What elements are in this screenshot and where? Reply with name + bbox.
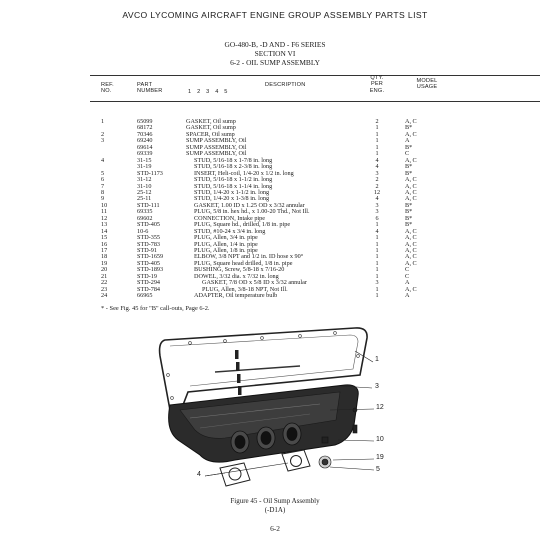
part-number: STD-111 [137, 201, 160, 209]
part-number: STD-1893 [137, 266, 164, 274]
part-number: STD-294 [137, 279, 161, 287]
quantity: 3 [375, 279, 379, 287]
description: PLUG, Allen, 1/8 in. pipe [194, 247, 258, 254]
ref-no: 15 [101, 234, 108, 242]
description: INSERT, Heli-coil, 1/4-20 x 1/2 in. long [194, 169, 294, 177]
ref-no: 7 [101, 182, 105, 190]
model-usage: A, C [405, 118, 417, 125]
quantity: 1 [375, 221, 379, 229]
callout-19: 19 [376, 454, 384, 461]
ref-no: 21 [101, 272, 108, 280]
description: ELBOW, 3/8 NPT and 1/2 in. ID hose x 90° [194, 253, 304, 261]
ref-no: 2 [101, 130, 105, 138]
ref-no: 19 [101, 259, 108, 267]
part-number: STD-355 [137, 234, 161, 242]
model-usage: A [405, 137, 410, 145]
part-number: 25-12 [137, 188, 152, 196]
description: PLUG, Square hd., drilled, 1/8 in. pipe [194, 221, 291, 229]
part-number: 31-19 [137, 163, 152, 171]
callout-3: 3 [375, 383, 379, 390]
part-number: STD-783 [137, 240, 161, 248]
model-usage: A, C [405, 285, 417, 293]
part-number: 70346 [137, 130, 153, 138]
model-usage: A, C [405, 247, 417, 254]
description: STUD, 5/16-18 x 1-7/8 in. long [194, 156, 273, 164]
description: ADAPTER, Oil temperature bulb [194, 292, 278, 300]
col-indent: 1 2 3 4 5 [188, 89, 228, 95]
ref-no: 16 [101, 240, 108, 248]
ref-no: 17 [101, 247, 108, 254]
description: STUD, 5/16-18 x 2-3/8 in. long [194, 163, 273, 171]
ref-no: 22 [101, 279, 108, 287]
ref-no: 1 [101, 118, 105, 125]
model-usage: A, C [405, 176, 417, 184]
description: PLUG, Allen, 1/4 in. pipe [194, 240, 258, 248]
quantity: 1 [375, 240, 379, 248]
model-usage: A, C [405, 195, 417, 203]
description: SUMP ASSEMBLY, Oil [186, 150, 247, 158]
model-usage: B* [405, 124, 413, 132]
ref-no: 13 [101, 221, 108, 229]
quantity: 1 [375, 247, 379, 254]
model-usage: B* [405, 143, 413, 151]
part-number: 68172 [137, 124, 153, 132]
quantity: 6 [375, 214, 379, 222]
model-usage: A, C [405, 259, 417, 267]
studs-left [235, 350, 242, 395]
description: CONNECTION, Intake pipe [194, 214, 265, 222]
model-usage: A, C [405, 156, 417, 164]
description: GASKET, Oil sump [186, 124, 236, 132]
description: STUD, 1/4-20 x 1-1/2 in. long [194, 188, 270, 196]
description: STUD, 5/16-18 x 1-1/2 in. long [194, 176, 273, 184]
ref-no: 3 [101, 137, 105, 145]
description: STUD, 1/4-20 x 1-3/8 in. long [194, 195, 270, 203]
part-number: 69602 [137, 214, 153, 222]
description: PLUG, 5/8 in. hex hd., x 1.00-20 Thd., Not Ill. [194, 208, 310, 216]
model-usage: A, C [405, 240, 417, 248]
description: STUD, 5/16-18 x 1-1/4 in. long [194, 182, 273, 190]
quantity: 4 [375, 163, 379, 171]
model-usage: B* [405, 169, 413, 177]
part-number: STD-91 [137, 247, 157, 254]
description: PLUG, Allen, 3/8-18 NPT, Not Ill. [202, 285, 288, 293]
model-usage: C [405, 266, 410, 274]
ref-no: 10 [101, 201, 108, 209]
quantity: 1 [375, 259, 379, 267]
quantity: 1 [375, 150, 379, 158]
part-number: 31-12 [137, 176, 152, 184]
ref-no: 4 [101, 156, 105, 164]
description: GASKET, 1.00 ID x 1.25 OD x 3/32 annular [194, 201, 305, 209]
quantity: 2 [375, 118, 379, 125]
quantity: 3 [375, 201, 379, 209]
col-model-usage: MODEL USAGE [416, 78, 438, 91]
model-usage: A, C [405, 188, 417, 196]
part-number: STD-19 [137, 272, 157, 280]
col-part: PART NUMBER [137, 82, 163, 95]
callout-1: 1 [375, 356, 379, 363]
model-usage: A [405, 279, 410, 287]
description: GASKET, Oil sump [186, 118, 236, 125]
ref-no: 12 [101, 214, 108, 222]
quantity: 1 [375, 253, 379, 261]
model-usage: B* [405, 201, 413, 209]
model-usage: C [405, 150, 410, 158]
quantity: 4 [375, 156, 379, 164]
quantity: 1 [375, 143, 379, 151]
spacer-strip [215, 366, 300, 372]
quantity: 1 [375, 292, 379, 300]
quantity: 2 [375, 176, 379, 184]
callout-10: 10 [376, 436, 384, 443]
ref-no: 23 [101, 285, 108, 293]
quantity: 1 [375, 266, 379, 274]
col-qty: QTY. PER ENG. [369, 75, 385, 94]
callout-5: 5 [376, 466, 380, 473]
quantity: 1 [375, 234, 379, 242]
col-ref: REF. NO. [101, 82, 114, 95]
ref-no: 11 [101, 208, 107, 216]
model-usage: B* [405, 163, 413, 171]
part-number: 10-6 [137, 227, 149, 235]
part-number: 69240 [137, 137, 153, 145]
ref-no: 14 [101, 227, 108, 235]
figure-caption: Figure 45 - Oil Sump Assembly [230, 497, 320, 505]
description: SUMP ASSEMBLY, Oil [186, 137, 247, 145]
document-title: AVCO LYCOMING AIRCRAFT ENGINE GROUP ASSEMBLY PARTS LIST [122, 10, 428, 20]
model-usage: A, C [405, 130, 417, 138]
part-number: STD-784 [137, 285, 161, 293]
part-number: 69614 [137, 143, 153, 151]
ref-no: 9 [101, 195, 105, 203]
model-usage: B* [405, 221, 413, 229]
section-heading: SECTION VI [254, 49, 296, 58]
model-usage: A, C [405, 253, 417, 261]
model-usage: A, C [405, 182, 417, 190]
quantity: 1 [375, 124, 379, 132]
part-number: 65099 [137, 118, 153, 125]
description: STUD, #10-24 x 3/4 in. long [194, 227, 266, 235]
callout-4: 4 [197, 471, 201, 478]
description: PLUG, Square head drilled, 1/8 in. pipe [194, 259, 293, 267]
callout-12: 12 [376, 404, 384, 411]
part-number: 66965 [137, 292, 153, 300]
description: SUMP ASSEMBLY, Oil [186, 143, 247, 151]
model-usage: A [405, 292, 410, 300]
quantity: 4 [375, 227, 379, 235]
ref-no: 18 [101, 253, 108, 261]
part-number: 25-11 [137, 195, 152, 203]
part-number: STD-1173 [137, 169, 163, 177]
model-usage: B* [405, 214, 413, 222]
quantity: 12 [373, 188, 381, 196]
part-number: 69339 [137, 150, 153, 158]
model-usage: A, C [405, 227, 417, 235]
description: DOWEL, 3/32 dia. x 7/32 in. long [194, 272, 279, 280]
quantity: 1 [375, 272, 379, 280]
part-number: 31-10 [137, 182, 152, 190]
quantity: 3 [375, 169, 379, 177]
description: PLUG, Allen, 3/4 in. pipe [194, 234, 258, 242]
part-number: STD-405 [137, 259, 161, 267]
col-description: DESCRIPTION [265, 82, 306, 88]
quantity: 2 [375, 182, 379, 190]
series-heading: GO-480-B, -D AND - F6 SERIES [224, 40, 326, 49]
part-number: 69335 [137, 208, 153, 216]
part-number: STD-405 [137, 221, 161, 229]
footnote: * - See Fig. 45 for "B" call-outs, Page 6-2. [101, 305, 210, 312]
part-number: STD-1659 [137, 253, 164, 261]
description: BUSHING, Screw, 5/8-18 x 7/16-20 [194, 266, 285, 274]
quantity: 1 [375, 285, 379, 293]
ref-no: 5 [101, 169, 105, 177]
page-number: 6-2 [270, 524, 280, 533]
quantity: 4 [375, 195, 379, 203]
ref-no: 6 [101, 176, 105, 184]
ref-no: 20 [101, 266, 108, 274]
part-number: 31-15 [137, 156, 152, 164]
assembly-heading: 6-2 - OIL SUMP ASSEMBLY [230, 58, 320, 67]
model-usage: B* [405, 208, 413, 216]
model-usage: C [405, 272, 410, 280]
quantity: 1 [375, 130, 379, 138]
ref-no: 8 [101, 188, 105, 196]
model-usage: A, C [405, 234, 417, 242]
description: SPACER, Oil sump [186, 130, 235, 138]
description: GASKET, 7/8 OD x 5/8 ID x 3/32 annular [202, 279, 307, 287]
quantity: 1 [375, 137, 379, 145]
figure-caption-model: (-D1A) [264, 506, 286, 514]
ref-no: 24 [101, 292, 108, 300]
quantity: 3 [375, 208, 379, 216]
